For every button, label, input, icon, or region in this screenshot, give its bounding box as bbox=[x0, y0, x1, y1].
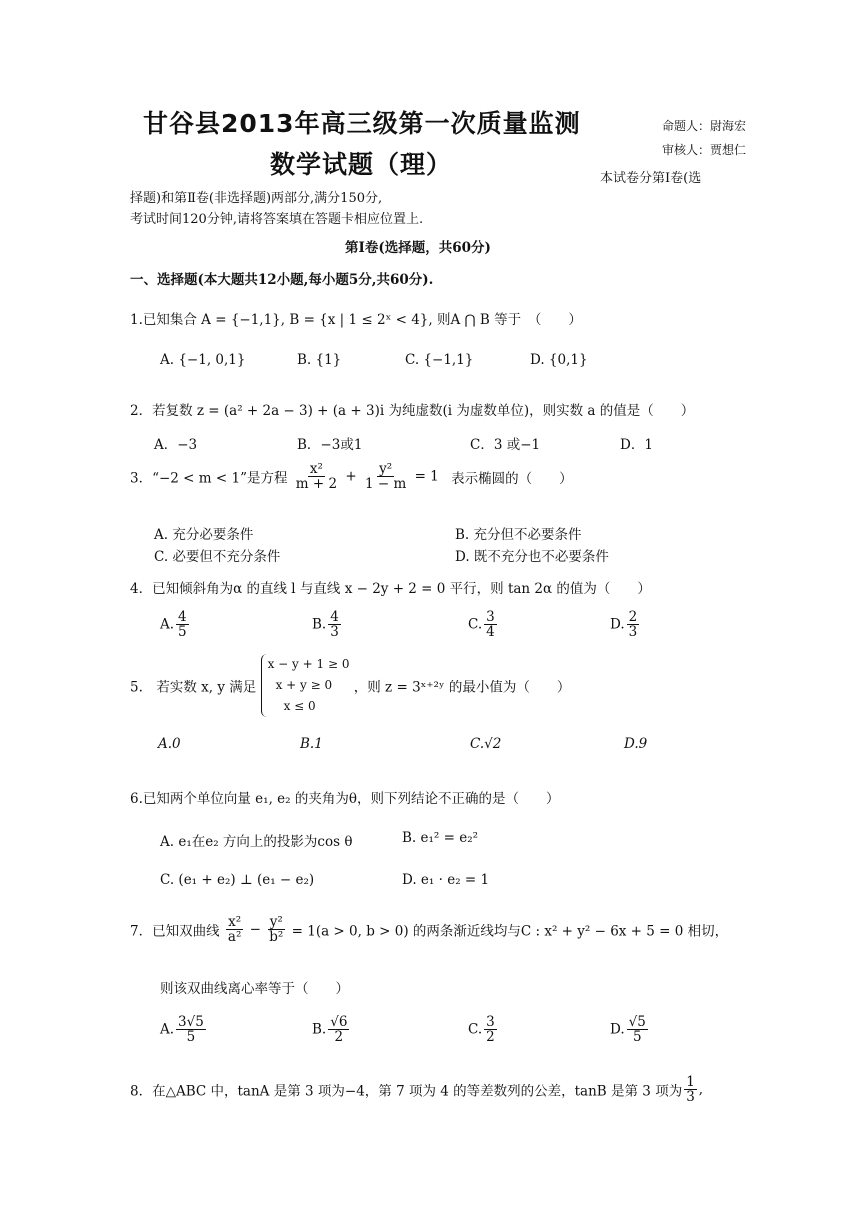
q7-option-b: B. $\frac{√6}{2}$ bbox=[312, 1014, 348, 1046]
question-2: 2．若复数 z = (a² + 2a − 3) + (a + 3)i 为纯虚数(i 为虚数单位)，则实数 a 的值是（ ） bbox=[130, 403, 695, 419]
q7-option-a: A. $\frac{3√5}{5}$ bbox=[160, 1014, 204, 1046]
q6-option-b: B. e₁² = e₂² bbox=[402, 830, 479, 846]
q5-option-d: D.9 bbox=[624, 736, 648, 752]
question-7: 7．已知双曲线 $\frac{\text{x²}}{\text{a²}}$ − $\frac{\text{y²}}{\text{b²}}$ = 1(a > 0, b > 0) 的两条渐近线均与C : x² + y² − 6x + 5 = 0 相切， bbox=[130, 914, 729, 946]
exam-title: 甘谷县2013年高三级第一次质量监测 bbox=[143, 109, 581, 138]
q4-option-a: A. $\frac{4}{5}$ bbox=[160, 609, 187, 641]
question-4: 4．已知倾斜角为α 的直线 l 与直线 x − 2y + 2 = 0 平行，则 tan 2α 的值为（ ） bbox=[130, 581, 651, 597]
q3-option-c: C. 必要但不充分条件 bbox=[154, 549, 281, 565]
reviewer-label: 审核人：贾想仁 bbox=[662, 143, 747, 157]
q7-option-c: C. $\frac{3}{2}$ bbox=[468, 1014, 495, 1046]
q2-option-b: B．−3或1 bbox=[297, 437, 363, 453]
q6-option-a: A. e₁在e₂ 方向上的投影为cos θ bbox=[160, 834, 353, 850]
question-3: 3．“−2 < m < 1”是方程 $\frac{\text{x²}}{m + 2}$ + $\frac{\text{y²}}{1 - m}$ = 1 表示椭圆的（ ） bbox=[130, 461, 573, 493]
question-5: 5. 若实数 x, y 满足 x − y + 1 ≥ 0 x + y ≥ 0 x ≤ 0 ，则 z = 3ˣ⁺²ʸ 的最小值为（ ） bbox=[130, 654, 570, 717]
q1-option-c: C. {−1,1} bbox=[405, 352, 474, 368]
intro-text-c: 考试时间120分钟,请将答案填在答题卡相应位置上. bbox=[130, 212, 424, 227]
q5-option-c: C.√2 bbox=[470, 736, 502, 752]
question-7-line2: 则该双曲线离心率等于（ ） bbox=[160, 981, 349, 997]
intro-text-b: 择题)和第Ⅱ卷(非选择题)两部分,满分150分, bbox=[130, 191, 383, 206]
part1-title: 第Ⅰ卷(选择题，共60分) bbox=[345, 240, 491, 256]
q1-option-a: A. {−1, 0,1} bbox=[160, 352, 246, 368]
q5-option-a: A.0 bbox=[158, 736, 181, 752]
q2-option-c: C．3 或−1 bbox=[470, 437, 541, 453]
q3-prefix: 3．“−2 < m < 1”是方程 bbox=[130, 470, 288, 487]
q4-option-b: B. $\frac{4}{3}$ bbox=[312, 609, 339, 641]
q3-fraction-y: $\frac{\text{y²}}{1 - m}$ bbox=[364, 461, 407, 493]
question-6: 6.已知两个单位向量 e₁, e₂ 的夹角为θ，则下列结论不正确的是（ ） bbox=[130, 791, 560, 807]
q5-constraint-system: x − y + 1 ≥ 0 x + y ≥ 0 x ≤ 0 bbox=[261, 654, 350, 717]
q1-option-d: D. {0,1} bbox=[530, 352, 588, 368]
q3-option-a: A. 充分必要条件 bbox=[154, 527, 254, 543]
exam-subtitle: 数学试题（理） bbox=[270, 150, 453, 179]
question-8: 8．在△ABC 中，tanA 是第 3 项为−4，第 7 项为 4 的等差数列的公差，tanB 是第 3 项为 $\frac{1}{3}$ , bbox=[130, 1074, 704, 1106]
q1-option-b: B. {1} bbox=[297, 352, 342, 368]
intro-text-a: 本试卷分第Ⅰ卷(选 bbox=[600, 171, 702, 186]
q4-option-c: C. $\frac{3}{4}$ bbox=[468, 609, 495, 641]
q3-suffix: 表示椭圆的（ ） bbox=[451, 470, 573, 487]
question-1: 1.已知集合 A = {−1,1}, B = {x | 1 ≤ 2ˣ < 4}, 则A ⋂ B 等于 （ ） bbox=[130, 312, 582, 328]
q2-option-a: A．−3 bbox=[154, 437, 198, 453]
q6-option-c: C. (e₁ + e₂) ⊥ (e₁ − e₂) bbox=[160, 872, 315, 888]
q2-option-d: D．1 bbox=[620, 437, 653, 453]
author-label: 命题人：尉海宏 bbox=[662, 119, 747, 133]
q6-option-d: D. e₁ · e₂ = 1 bbox=[402, 872, 490, 888]
q3-fraction-x: $\frac{\text{x²}}{m + 2}$ bbox=[295, 461, 338, 493]
q5-option-b: B.1 bbox=[300, 736, 323, 752]
q3-option-d: D. 既不充分也不必要条件 bbox=[455, 549, 609, 565]
section-title: 一、选择题(本大题共12小题,每小题5分,共60分). bbox=[130, 272, 434, 288]
q3-option-b: B. 充分但不必要条件 bbox=[455, 527, 582, 543]
q7-option-d: D. $\frac{√5}{5}$ bbox=[610, 1014, 646, 1046]
q4-option-d: D. $\frac{2}{3}$ bbox=[610, 609, 638, 641]
